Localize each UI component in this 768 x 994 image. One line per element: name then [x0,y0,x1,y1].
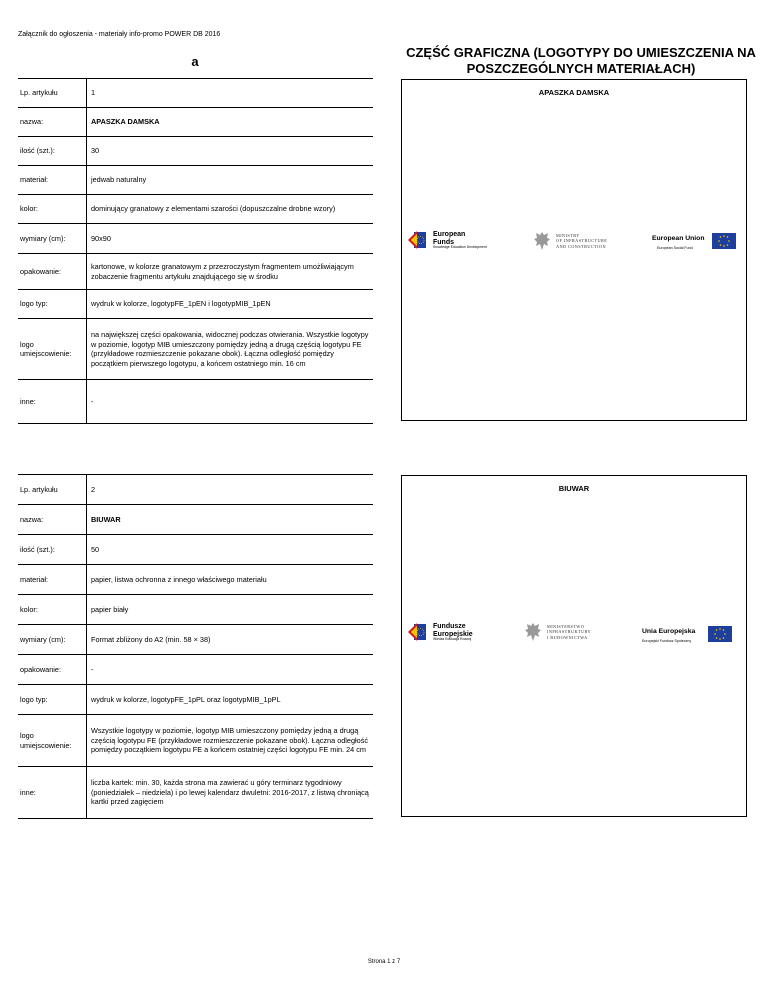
table-row [18,319,373,380]
row-value: 90x90 [87,224,374,254]
row-value: papier biały [87,595,374,625]
item-1-graphic-box [401,79,747,421]
row-label: logo typ: [18,290,87,319]
graphic-caption: BIUWAR [558,484,590,493]
eagle-emblem-icon [524,621,542,643]
fe-flag-icon [408,230,428,250]
eu-logo [642,624,737,646]
row-value: 30 [87,137,374,166]
table-row [18,505,373,535]
row-value: 1 [87,79,374,108]
row-label: kolor: [18,595,87,625]
graphic-caption: APASZKA DAMSKA [538,88,610,97]
mib-line1: MINISTERSTWO [547,624,585,629]
row-label: nazwa: [18,108,87,137]
graphics-title: CZĘŚĆ GRAFICZNA (LOGOTYPY DO UMIESZCZENIA NA POSZCZEGÓLNYCH MATERIAŁACH) [406,45,756,76]
row-value: wydruk w kolorze, logotypFE_1pEN i logotypMIB_1pEN [87,290,374,319]
fe-line2: Europejskie [433,631,473,638]
row-label: logo typ: [18,685,87,715]
row-label: ilość (szt.): [18,137,87,166]
table-row [18,767,373,819]
fe-logo [408,620,518,646]
row-label: logo umiejscowienie: [18,715,87,767]
table-row [18,595,373,625]
table-row [18,254,373,290]
row-value: 50 [87,535,374,565]
row-label: opakowanie: [18,254,87,290]
fe-flag-icon [408,622,428,642]
eu-flag-icon [712,233,736,249]
eu-flag-icon [708,626,732,642]
table-row [18,625,373,655]
fe-line1: Fundusze [433,623,466,630]
fe-sub: Wiedza Edukacja Rozwój [433,637,472,641]
row-value: papier, listwa ochronna z innego właściwego materiału [87,565,374,595]
row-value: jedwab naturalny [87,166,374,195]
header-note: Załącznik do ogłoszenia - materiały info-promo POWER DB 2016 [18,31,221,38]
row-value: - [87,655,374,685]
mib-line2: INFRASTRUKTURY [547,629,592,635]
mib-logo [533,230,623,254]
page-number: Strona 1 z 7 [367,959,401,965]
row-label: wymiary (cm): [18,625,87,655]
row-label: materiał: [18,166,87,195]
row-label: Lp. artykułu [18,79,87,108]
row-value: Format zbliżony do A2 (min. 58 × 38) [87,625,374,655]
row-label: nazwa: [18,505,87,535]
eu-title: European Union [652,235,705,242]
row-value: wydruk w kolorze, logotypFE_1pPL oraz logotypMIB_1pPL [87,685,374,715]
row-value: kartonowe, w kolorze granatowym z przezroczystym fragmentem umożliwiającym zobaczenie fragmentu artykułu znajdującego się w środku [87,254,374,290]
table-row [18,108,373,137]
fe-line2: Funds [433,239,454,246]
item-2-graphic-box [401,475,747,817]
fe-line1: European [433,231,466,238]
eagle-emblem-icon [533,230,551,252]
mib-line3: AND CONSTRUCTION [556,243,606,249]
row-value: - [87,380,374,424]
fe-sub: Knowledge Education Development [433,245,487,249]
table-row [18,715,373,767]
table-row [18,535,373,565]
table-row [18,224,373,254]
row-value: Wszystkie logotypy w poziomie, logotyp MIB umieszczony pomiędzy jedną a drugą częścią logotypu FE (przykładowe rozmieszczenie pokazane obok). Łączna odległość pomiędzy początkiem logotypu FE a końcem ostatniej części logotypu FE min. 24 cm [87,715,374,767]
row-label: inne: [18,767,87,819]
row-value: dominujący granatowy z elementami szarości (dopuszczalne drobne wzory) [87,195,374,224]
table-row [18,565,373,595]
row-value: 2 [87,475,374,505]
item-1-spec-table [18,78,373,424]
row-label: ilość (szt.): [18,535,87,565]
row-value: liczba kartek: min. 30, każda strona ma zawierać u góry terminarz tygodniowy (poniedziałek – niedziela) i po lewej kalendarz dwuletni: 2016-2017, z listwą chroniącą kartki przed zagięciem [87,767,374,819]
table-row [18,685,373,715]
row-label: logo umiejscowienie: [18,319,87,380]
eu-title: Unia Europejska [642,628,696,635]
row-label: Lp. artykułu [18,475,87,505]
mib-line2: OF INFRASTRUCTURE [556,238,608,244]
table-row [18,655,373,685]
table-row [18,475,373,505]
row-label: materiał: [18,565,87,595]
table-row [18,195,373,224]
eu-sub: Europejski Fundusz Społeczny [642,639,692,643]
mib-line1: MINISTRY [556,233,580,238]
row-label: inne: [18,380,87,424]
table-row [18,79,373,108]
row-value: na największej części opakowania, widocznej podczas otwierania. Wszystkie logotypy w poziomie, logotyp MIB umieszczony pomiędzy jedną a drugą częścią logotypu FE (przykładowe rozmieszczenie pokazane obok). Łączna odległość pomiędzy początkiem pierwszego logotypu, a końcem ostatniego min. 16 cm [87,319,374,380]
mib-line3: I BUDOWNICTWA [547,634,588,640]
mib-logo [524,621,624,645]
table-row [18,380,373,424]
eu-logo [652,231,740,253]
row-value: APASZKA DAMSKA [87,108,374,137]
item-2-spec-table [18,474,373,819]
table-row [18,290,373,319]
section-letter: a [191,54,199,69]
eu-sub: European Social Fund [657,246,693,250]
fe-logo [408,228,518,254]
row-label: opakowanie: [18,655,87,685]
table-row [18,166,373,195]
table-row [18,137,373,166]
row-label: kolor: [18,195,87,224]
row-value: BIUWAR [87,505,374,535]
row-label: wymiary (cm): [18,224,87,254]
